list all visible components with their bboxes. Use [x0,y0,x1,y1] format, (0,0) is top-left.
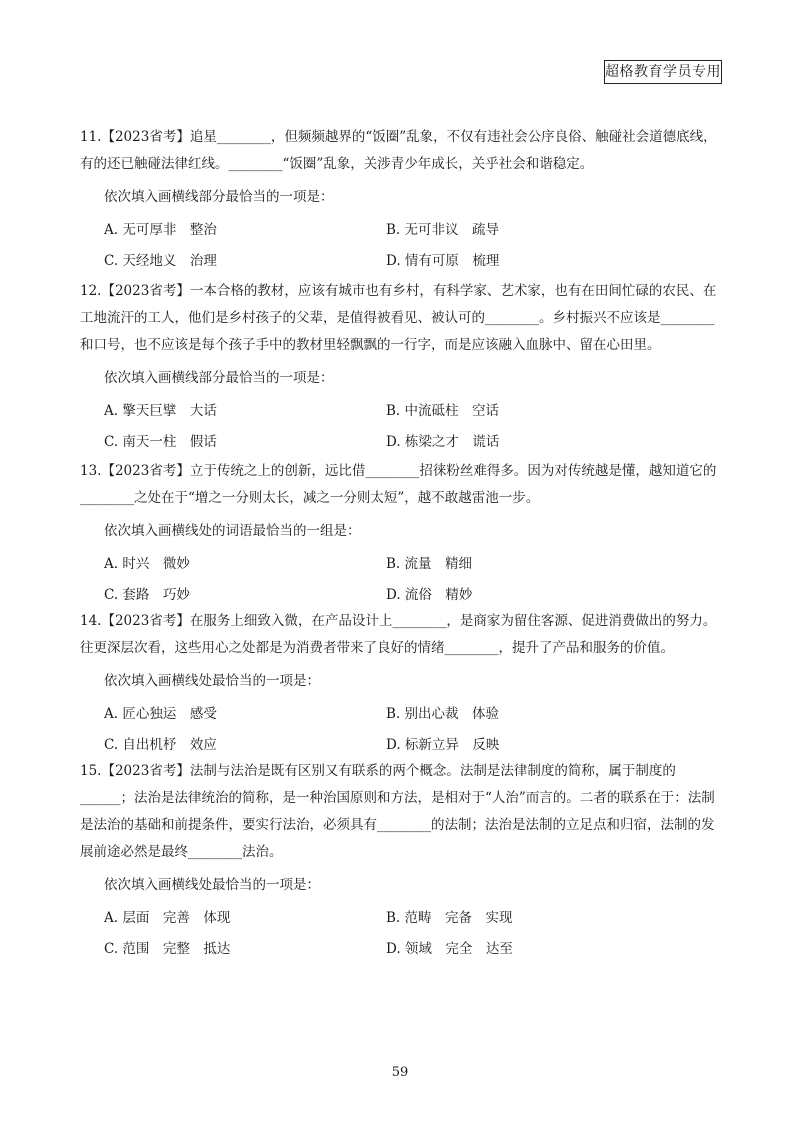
question-12 [80,278,724,456]
question-13 [80,458,724,609]
option-list [80,398,724,456]
option-d[interactable]: D. 标新立异 反映 [386,737,500,753]
header-label: 超格教育学员专用 [604,60,722,84]
page-number: 59 [391,1065,409,1080]
option-list [80,217,724,275]
question-stem: 14.【2023省考】在服务上细致入微，在产品设计上________，是商家为留住客源、促进消费做出的努力。往更深层次看，这些用心之处都是为消费者带来了良好的情绪________，提升了产品和服务的价值。 [80,613,717,656]
option-list [80,701,724,759]
question-15 [80,758,724,963]
question-stem: 13.【2023省考】立于传统之上的创新，远比借________招徕粉丝难得多。因为对传统越是懂，越知道它的________之处在于“增之一分则太长，减之一分则太短”，越不敢越雷池一步。 [80,463,717,506]
question-prompt: 依次填入画横线处最恰当的一项是： [104,673,320,689]
question-14 [80,608,724,759]
option-d[interactable]: D. 栋梁之才 谎话 [386,434,500,450]
option-a[interactable]: A. 匠心独运 感受 [104,706,217,722]
option-b[interactable]: B. 无可非议 疏导 [386,222,500,238]
option-a[interactable]: A. 擎天巨擘 大话 [104,403,217,419]
question-stem: 11.【2023省考】追星________，但频频越界的“饭圈”乱象，不仅有违社会公序良俗、触碰社会道德底线，有的还已触碰法律红线。________“饭圈”乱象，关涉青少年成长，关乎社会和谐稳定。 [80,129,717,172]
option-c[interactable]: C. 套路 巧妙 [104,587,190,603]
option-b[interactable]: B. 范畴 完备 实现 [386,910,513,926]
option-b[interactable]: B. 流量 精细 [386,556,473,572]
option-c[interactable]: C. 天经地义 治理 [104,253,217,269]
option-d[interactable]: D. 领域 完全 达至 [386,941,513,957]
option-d[interactable]: D. 情有可原 梳理 [386,253,500,269]
question-prompt: 依次填入画横线处最恰当的一项是： [104,877,320,893]
option-a[interactable]: A. 时兴 微妙 [104,556,190,572]
question-stem: 12.【2023省考】一本合格的教材，应该有城市也有乡村，有科学家、艺术家，也有在田间忙碌的农民、在工地流汗的工人，他们是乡村孩子的父辈，是值得被看见、被认可的________。乡村振兴不应该是________和口号，也不应该是每个孩子手中的教材里轻飘飘的一行字，而是应该融入血脉中、留在心田里。 [80,283,717,353]
option-b[interactable]: B. 别出心裁 体验 [386,706,500,722]
option-list [80,551,724,609]
option-d[interactable]: D. 流俗 精妙 [386,587,473,603]
option-b[interactable]: B. 中流砥柱 空话 [386,403,500,419]
question-prompt: 依次填入画横线部分最恰当的一项是： [104,370,334,386]
question-prompt: 依次填入画横线处的词语最恰当的一组是： [104,523,361,539]
question-prompt: 依次填入画横线部分最恰当的一项是： [104,189,334,205]
option-c[interactable]: C. 自出机杼 效应 [104,737,217,753]
question-stem: 15.【2023省考】法制与法治是既有区别又有联系的两个概念。法制是法律制度的简称，属于制度的______；法治是法律统治的简称，是一种治国原则和方法，是相对于“人治”而言的。二者的联系在于：法制是法治的基础和前提条件，要实行法治，必须具有________的法制；法治是法制的立足点和归宿，法制的发展前途必然是最终________法治。 [80,763,715,860]
question-11 [80,124,724,275]
option-a[interactable]: A. 层面 完善 体现 [104,910,231,926]
option-list [80,905,724,963]
option-c[interactable]: C. 范围 完整 抵达 [104,941,231,957]
option-c[interactable]: C. 南天一柱 假话 [104,434,217,450]
option-a[interactable]: A. 无可厚非 整治 [104,222,217,238]
